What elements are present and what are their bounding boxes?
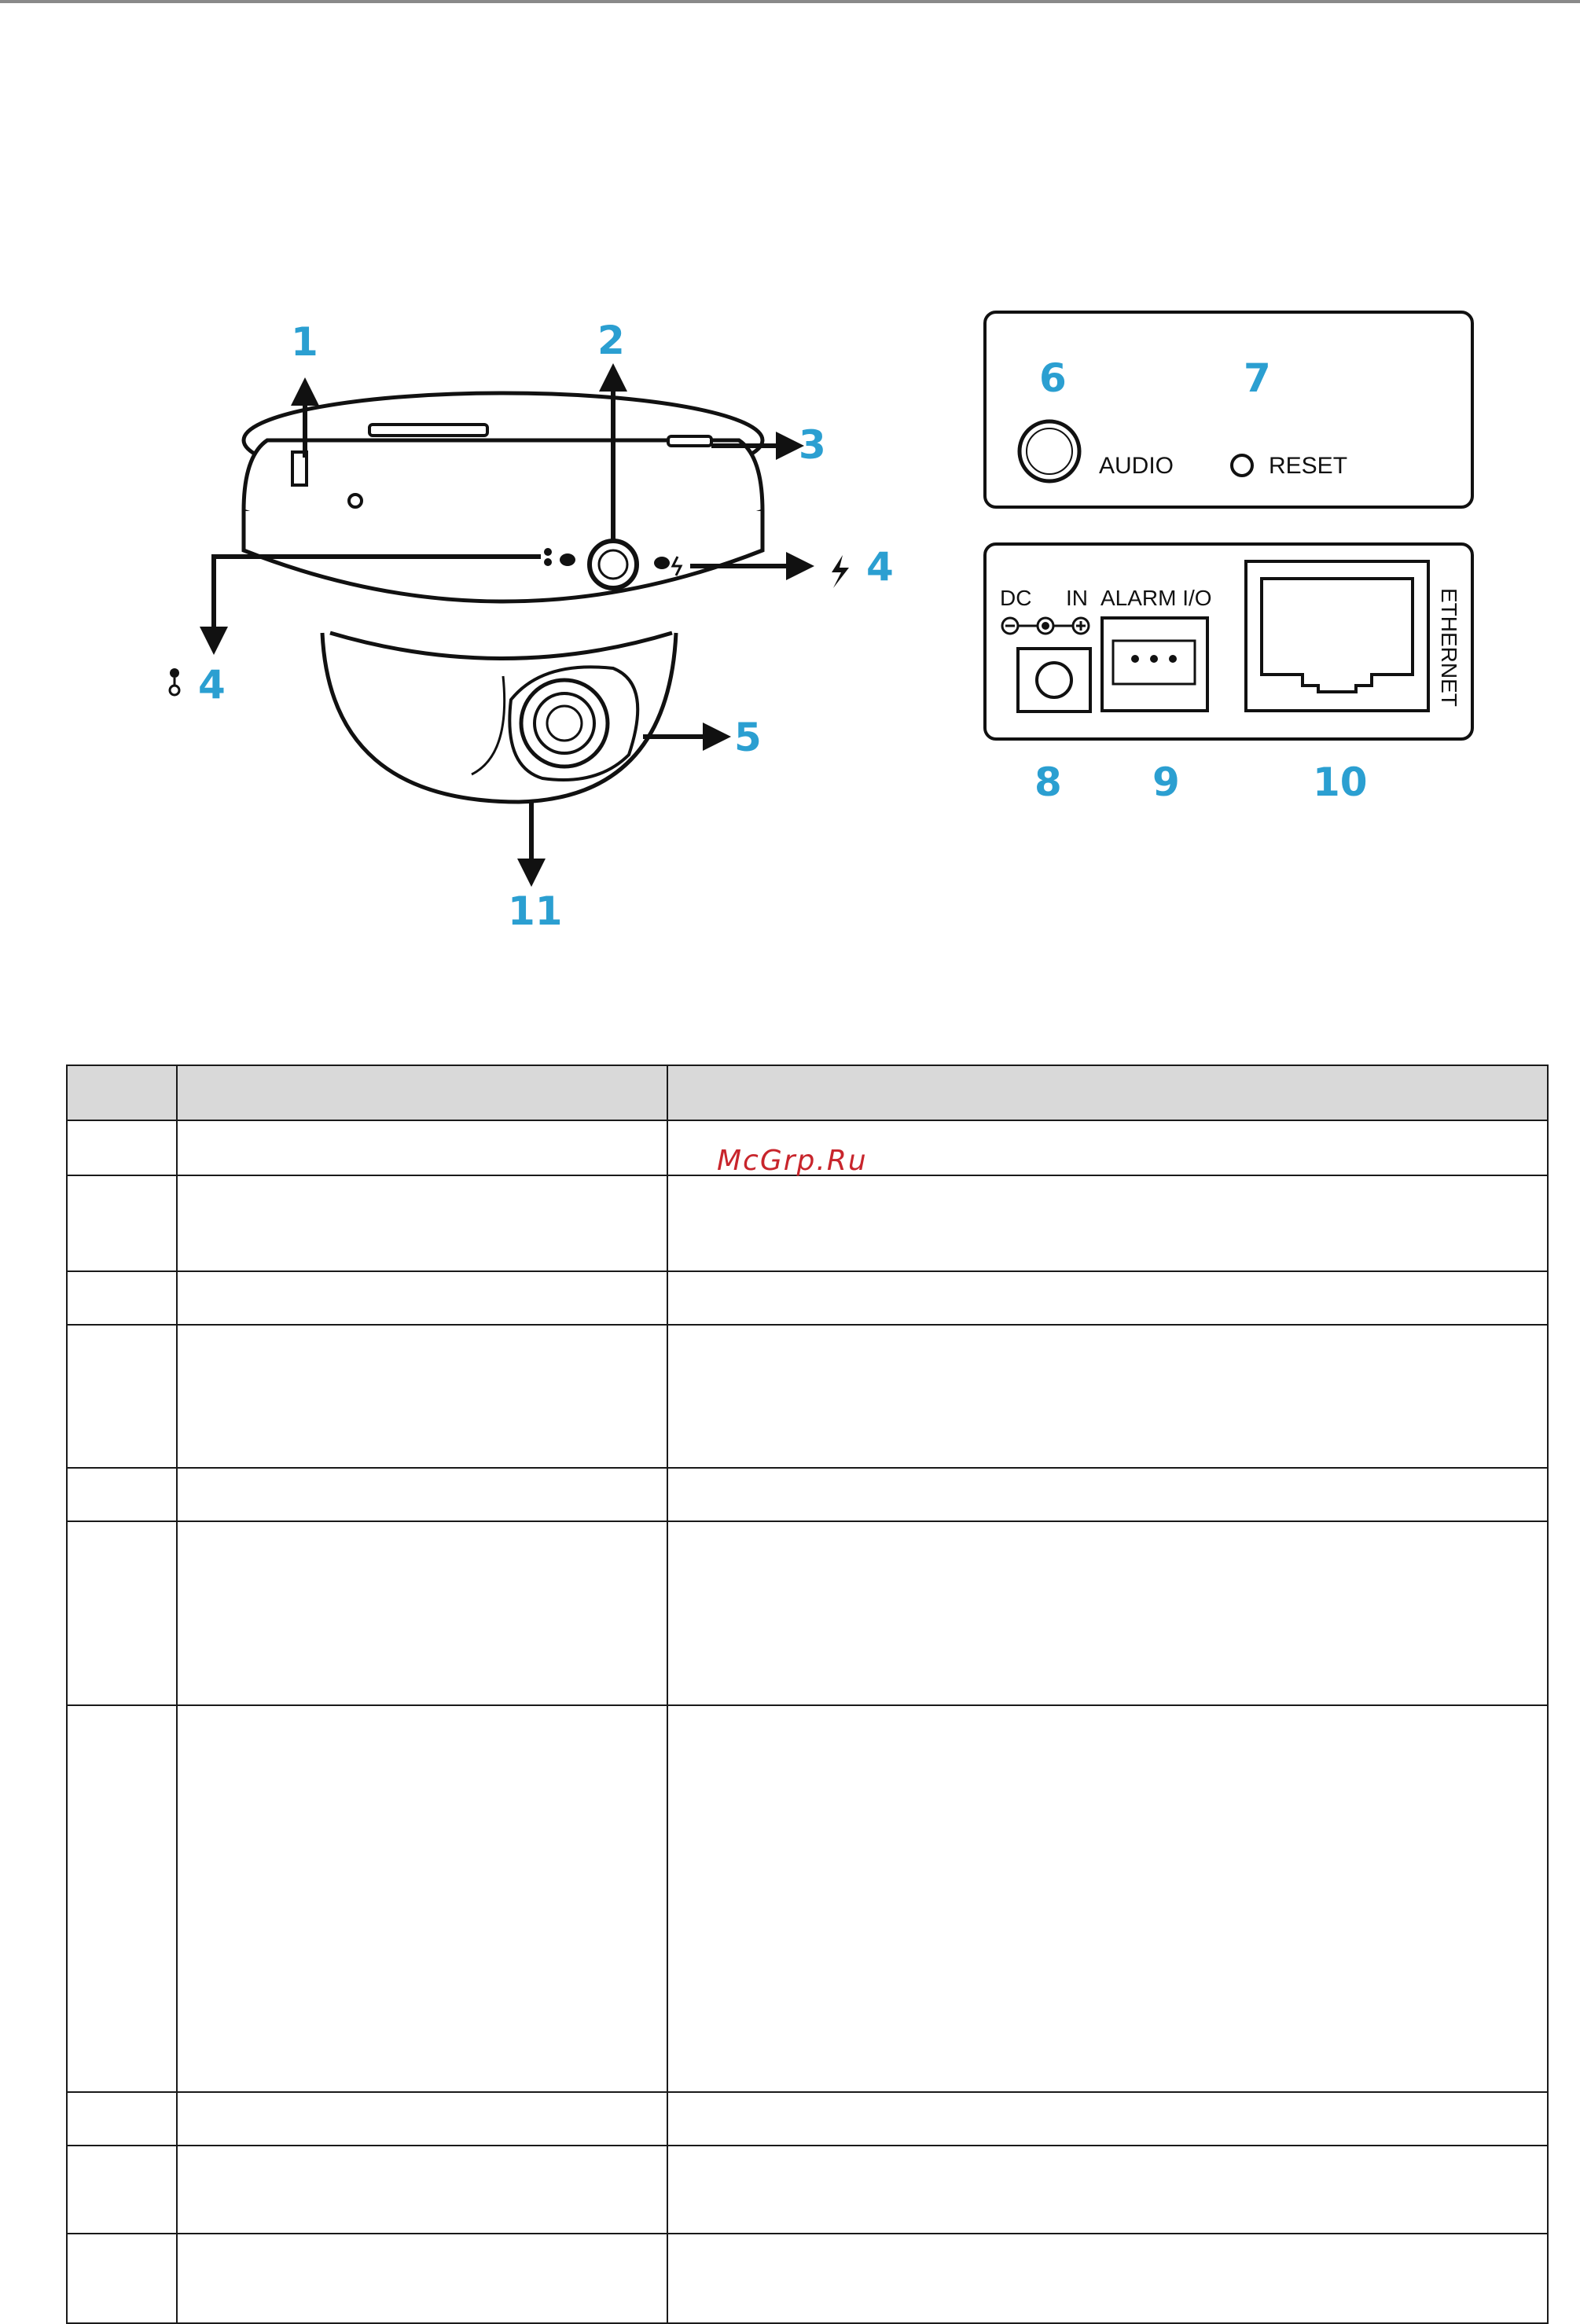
in-label: IN — [1066, 586, 1088, 610]
table-row — [67, 1175, 1548, 1271]
watermark-text: McGrp.Ru — [717, 1145, 868, 1177]
led-icon — [170, 668, 179, 695]
callout-8: 8 — [1034, 759, 1062, 805]
table-row — [67, 1325, 1548, 1468]
callout-4-right: 4 — [866, 544, 894, 590]
camera-diagram — [0, 0, 1580, 975]
reset-label: RESET — [1269, 453, 1348, 479]
header-cell — [67, 1065, 177, 1120]
table-row — [67, 1521, 1548, 1705]
callout-1: 1 — [291, 319, 318, 365]
header-cell — [667, 1065, 1548, 1120]
callout-9: 9 — [1152, 759, 1180, 805]
alarm-label: ALARM I/O — [1100, 586, 1212, 610]
callout-5: 5 — [734, 715, 762, 760]
table-row — [67, 1468, 1548, 1521]
top-panel — [985, 312, 1472, 507]
callout-7: 7 — [1244, 355, 1271, 401]
callout-10: 10 — [1313, 759, 1368, 805]
table-row — [67, 2092, 1548, 2146]
callout-4-left: 4 — [198, 662, 226, 708]
table-row — [67, 1705, 1548, 2092]
callout-3: 3 — [799, 422, 826, 468]
lightning-icon — [832, 555, 849, 588]
spec-table — [66, 1065, 1549, 2324]
ethernet-label: ETHERNET — [1437, 588, 1461, 707]
bottom-panel — [985, 544, 1472, 739]
dc-jack-icon — [1018, 649, 1090, 712]
table-row — [67, 1271, 1548, 1325]
dc-label: DC — [1000, 586, 1032, 610]
dome-camera-illustration — [244, 393, 762, 802]
callout-2: 2 — [597, 318, 625, 363]
callout-11: 11 — [508, 888, 563, 934]
table-row — [67, 2234, 1548, 2323]
audio-label: AUDIO — [1099, 453, 1174, 479]
callout-6: 6 — [1039, 355, 1067, 401]
header-cell — [177, 1065, 667, 1120]
table-row — [67, 2146, 1548, 2234]
table-header-row — [67, 1065, 1548, 1120]
